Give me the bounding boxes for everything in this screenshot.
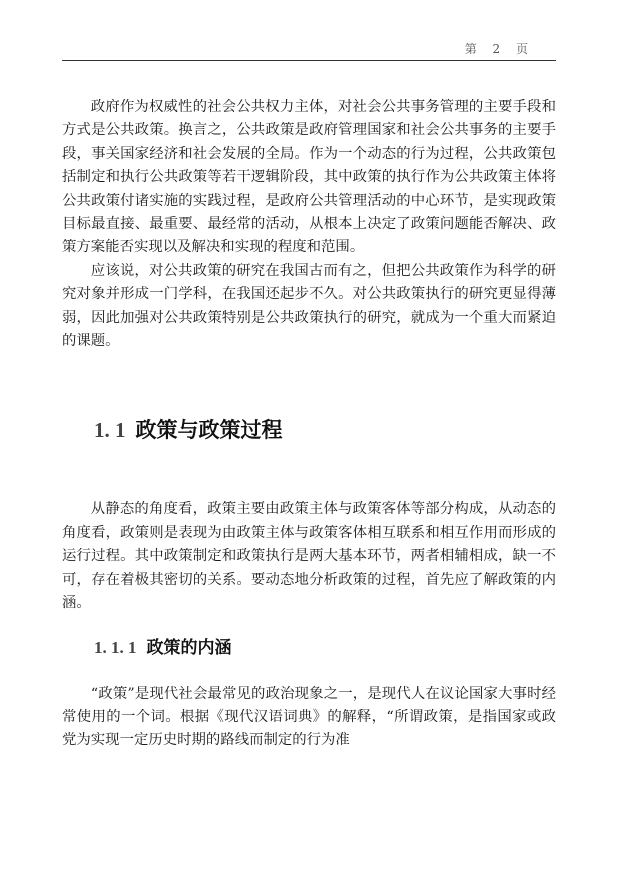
subsection-title: 政策的内涵 bbox=[146, 637, 232, 658]
subsection-heading bbox=[62, 634, 556, 662]
body-paragraph: 从静态的角度看，政策主要由政策主体与政策客体等部分构成，从动态的角度看，政策则是表现为由政策主体与政策客体相互联系和相互作用而形成的运行过程。其中政策制定和政策执行是两大基本环节，两者相辅相成，缺一不可，存在着极其密切的关系。要动态地分析政策的过程，首先应了解政策的内涵。 bbox=[62, 501, 556, 612]
page-body bbox=[62, 96, 556, 753]
running-header bbox=[62, 36, 556, 61]
page-number: 第 2 页 bbox=[464, 42, 534, 56]
section-heading bbox=[62, 415, 556, 445]
section-number: 1. 1 bbox=[94, 418, 126, 443]
body-paragraph: 政府作为权威性的社会公共权力主体，对社会公共事务管理的主要手段和方式是公共政策。换言之，公共政策是政府管理国家和社会公共事务的主要手段，事关国家经济和社会发展的全局。作为一个动态的行为过程，公共政策包括制定和执行公共政策等若干逻辑阶段，其中政策的执行作为公共政策主体将公共政策付诸实施的实践过程，是政府公共管理活动的中心环节，是实现政策目标最直接、最重要、最经常的活动，从根本上决定了政策问题能否解决、政策方案能否实现以及解决和实现的程度和范围。 bbox=[62, 99, 556, 256]
body-paragraph: “政策”是现代社会最常见的政治现象之一，是现代人在议论国家大事时经常使用的一个词。根据《现代汉语词典》的解释，“所谓政策，是指国家或政党为实现一定历史时期的路线而制定的行为准 bbox=[62, 685, 556, 749]
section-title: 政策与政策过程 bbox=[135, 417, 283, 443]
body-paragraph: 应该说，对公共政策的研究在我国古而有之，但把公共政策作为科学的研究对象并形成一门学科，在我国还起步不久。对公共政策执行的研究更显得薄弱，因此加强对公共政策特别是公共政策执行的研究，就成为一个重大而紧迫的课题。 bbox=[62, 262, 556, 350]
subsection-number: 1. 1. 1 bbox=[94, 637, 137, 657]
